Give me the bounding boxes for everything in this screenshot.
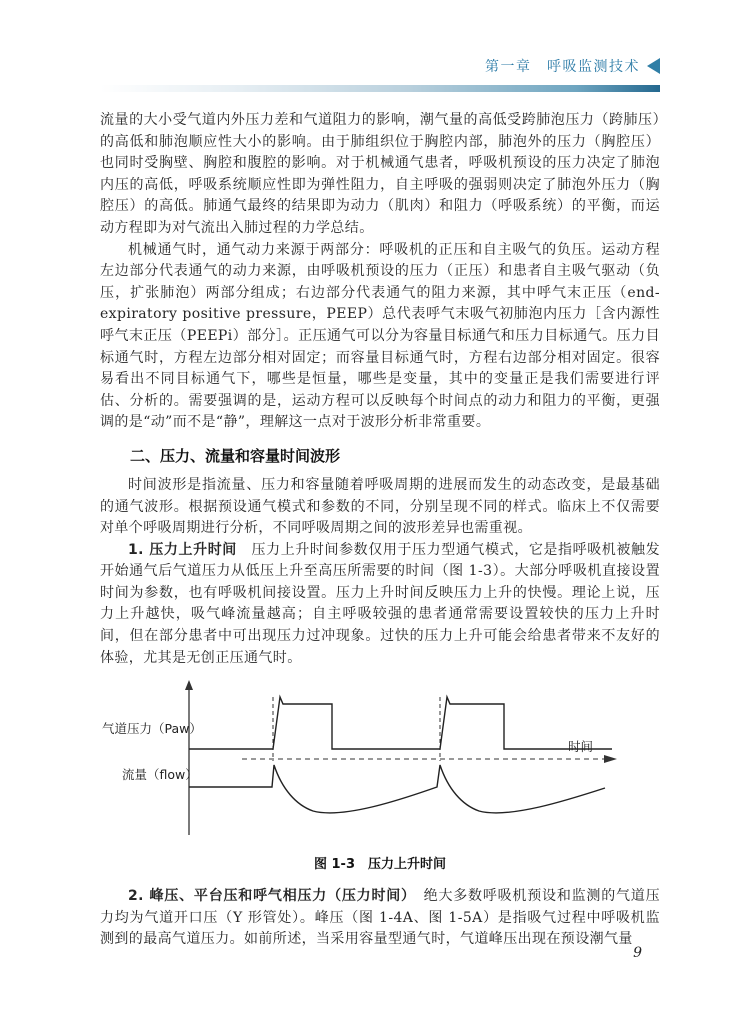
page-header	[100, 56, 660, 92]
item-text-peak-pressure: 绝大多数呼吸机预设和监测的气道压力均为气道开口压（Y 形管处）。峰压（图 1-4A、图 1-5A）是指吸气过程中呼吸机监测到的最高气道压力。如前所述，当采用容量型通气时，气道峰压出现在预设潮气量	[100, 888, 660, 948]
waveform-svg	[100, 677, 640, 845]
chapter-arrow-icon	[647, 58, 660, 74]
y-axis-arrow-icon	[185, 680, 193, 690]
flow-trace	[189, 765, 605, 813]
paragraph-motion-equation: 机械通气时，通气动力来源于两部分：呼吸机的正压和自主吸气的负压。运动方程左边部分代表通气的动力来源，由呼吸机预设的压力（正压）和患者自主吸气驱动（负压，扩张肺泡）两部分组成；右边部分代表通气的阻力来源，其中呼气末正压（end-expiratory positive pressure，PEEP）总代表呼气末吸气初肺泡内压力［含内源性呼气末正压（PEEPi）部分］。正压通气可以分为容量目标通气和压力目标通气。压力目标通气时，方程左边部分相对固定；而容量目标通气时，方程右边部分相对固定。很容易看出不同目标通气下，哪些是恒量，哪些是变量，其中的变量正是我们需要进行评估、分析的。需要强调的是，运动方程可以反映每个时间点的动力和阻力的平衡，更强调的是“动”而不是“静”，理解这一点对于波形分析非常重要。	[100, 241, 660, 431]
chapter-title: 第一章 呼吸监测技术	[485, 59, 640, 75]
waveform-figure	[100, 677, 660, 849]
paragraph-peak-pressure	[100, 886, 660, 951]
figure-label-flow: 流量（flow）	[122, 767, 198, 783]
paragraph-rise-time	[100, 540, 660, 670]
header-gradient-bar	[100, 85, 660, 92]
pressure-trace	[189, 697, 612, 749]
figure-caption: 图 1-3 压力上升时间	[313, 857, 446, 873]
paragraph-time-waveform: 时间波形是指流量、压力和容量随着呼吸周期的进展而发生的动态改变，是最基础的通气波形。根据预设通气模式和参数的不同，分别呈现不同的样式。临床上不仅需要对单个呼吸周期进行分析，不同呼吸周期之间的波形差异也需重视。	[100, 476, 660, 537]
figure-1-3	[100, 677, 660, 872]
page-number: 9	[633, 945, 642, 961]
time-axis-arrow-icon	[604, 755, 617, 763]
section-heading: 二、压力、流量和容量时间波形	[130, 446, 341, 465]
figure-label-time: 时间	[568, 739, 594, 755]
item-text-rise-time: 压力上升时间参数仅用于压力型通气模式，它是指呼吸机被触发开始通气后气道压力从低压上升至高压所需要的时间（图 1-3）。大部分呼吸机直接设置时间为参数，也有呼吸机间接设置。压力上升时间反映压力上升的快慢。理论上说，压力上升越快，吸气峰流量越高；自主呼吸较强的患者通常需要设置较快的压力上升时间，但在部分患者中可出现压力过冲现象。过快的压力上升可能会给患者带来不友好的体验，尤其是无创正压通气时。	[100, 541, 660, 666]
item-lead-peak-pressure: 2. 峰压、平台压和呼气相压力（压力时间）	[128, 888, 409, 905]
paragraph-continuation: 流量的大小受气道内外压力差和气道阻力的影响，潮气量的高低受跨肺泡压力（跨肺压）的高低和肺泡顺应性大小的影响。由于肺组织位于胸腔内部，肺泡外的压力（胸腔压）也同时受胸壁、胸腔和腹腔的影响。对于机械通气患者，呼吸机预设的压力决定了肺泡内压的高低，呼吸系统顺应性即为弹性阻力，自主呼吸的强弱则决定了肺泡外压力（胸腔压）的高低。肺通气最终的结果即为动力（肌肉）和阻力（呼吸系统）的平衡，而运动方程即为对气流出入肺过程的力学总结。	[100, 112, 660, 236]
figure-label-pressure: 气道压力（Paw）	[102, 721, 202, 737]
item-lead-rise-time: 1. 压力上升时间	[128, 541, 237, 558]
page-body	[100, 110, 660, 951]
running-head	[100, 56, 660, 76]
